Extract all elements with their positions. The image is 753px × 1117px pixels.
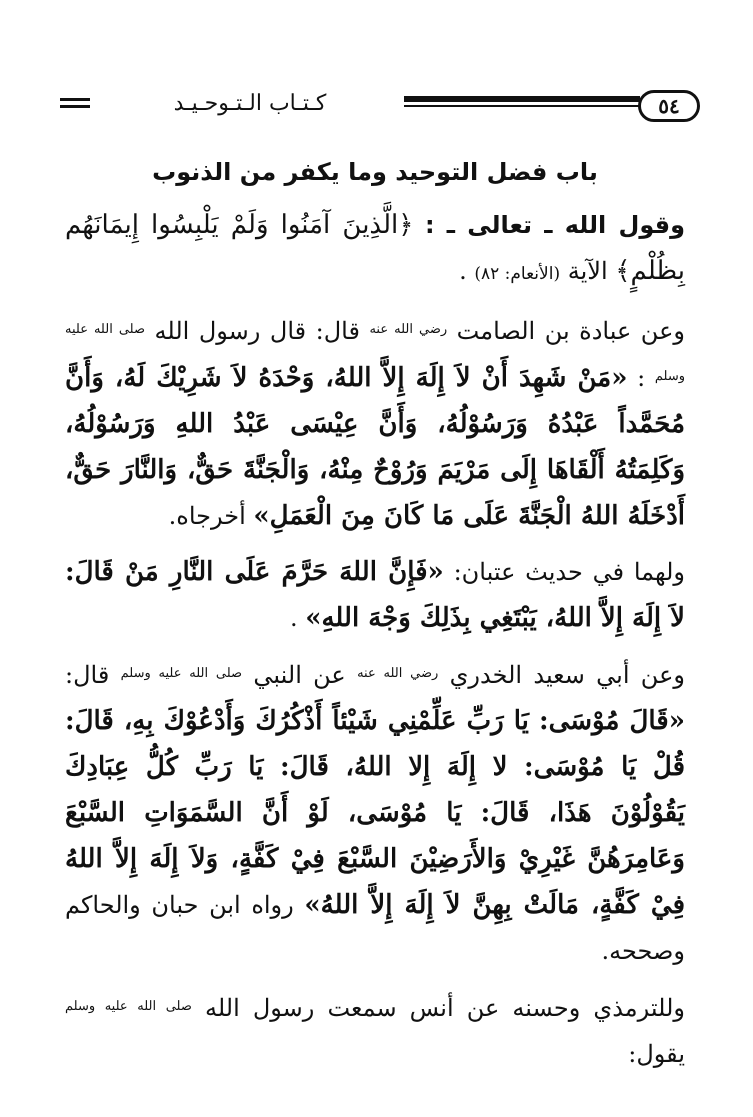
hadith-intro: قال:	[65, 661, 110, 689]
paragraph-hadith-abu-said	[65, 651, 685, 974]
quran-verse: ﴿الَّذِينَ آمَنُوا وَلَمْ يَلْبِسُوا إِيمَانَهُم بِظُلْمٍ﴾	[65, 210, 685, 286]
hadith-source: أخرجاه.	[168, 502, 246, 530]
hadith-text: «فَإِنَّ اللهَ حَرَّمَ عَلَى النَّارِ مَنْ قَالَ: لاَ إِلَهَ إِلاَّ اللهُ، يَبْتَغِي بِذَلِكَ وَجْهَ اللهِ»	[65, 557, 685, 633]
honorific-salla: صلى الله عليه وسلم	[120, 666, 243, 681]
honorific-radiallahu: رضي الله عنه	[369, 322, 448, 337]
verse-intro: وقول الله ـ تعالى ـ :	[424, 211, 685, 239]
hadith-text: «مَنْ شَهِدَ أَنْ لاَ إِلَهَ إِلاَّ اللهُ، وَحْدَهُ لاَ شَرِيْكَ لَهُ، وَأَنَّ مُحَمَّداً عَبْدُهُ وَرَسُوْلُهُ، وَأَنَّ عِيْسَى عَبْدُ اللهِ وَرَسُوْلُهُ، وَكَلِمَتُهُ أَلْقَاهَا إِلَى مَرْيَمَ وَرُوْحٌ مِنْهُ، وَالْجَنَّةَ حَقٌّ، وَالنَّارَ حَقٌّ، أَدْخَلَهُ اللهُ الْجَنَّةَ عَلَى مَا كَانَ مِنَ الْعَمَلِ»	[65, 363, 685, 531]
running-book-title: كـتـاب الـتـوحـيـد	[173, 91, 327, 116]
hadith-intro: وعن عبادة بن الصامت	[456, 317, 685, 345]
header-rule-thick	[404, 96, 640, 102]
hadith-intro: ولهما في حديث عتبان:	[453, 558, 685, 586]
page-content	[65, 152, 685, 1087]
paragraph-tirmidhi	[65, 984, 685, 1077]
header-end-ornament	[60, 105, 90, 108]
header-rule-thin	[404, 105, 640, 107]
hadith-intro: عن النبي	[253, 661, 346, 689]
paragraph-quran-verse	[65, 202, 685, 297]
hadith-intro: قال: قال رسول الله	[154, 317, 360, 345]
page-number: ٥٤	[638, 90, 700, 122]
honorific-radiallahu: رضي الله عنه	[357, 666, 439, 681]
hadith-source: رواه ابن حبان والحاكم وصححه.	[65, 891, 685, 965]
hadith-intro: وعن أبي سعيد الخدري	[449, 661, 685, 689]
honorific-salla: صلى الله عليه وسلم	[65, 322, 685, 384]
verse-citation: (الأنعام: ٨٢)	[474, 264, 561, 284]
paragraph-hadith-ubada	[65, 307, 685, 539]
hadith-end: .	[289, 604, 298, 632]
chapter-title: باب فضل التوحيد وما يكفر من الذنوب	[152, 158, 598, 186]
hadith-intro: :	[637, 364, 646, 392]
hadith-intro: وللترمذي وحسنه عن أنس سمعت رسول الله	[204, 994, 685, 1022]
hadith-intro: يقول:	[628, 1040, 685, 1068]
hadith-text: «قَالَ مُوْسَى: يَا رَبِّ عَلِّمْنِي شَيْئاً أَذْكُرُكَ وَأَدْعُوْكَ بِهِ، قَالَ: قُلْ يَا مُوْسَى: لا إِلَهَ إِلا اللهُ، قَالَ: يَا رَبِّ كُلُّ عِبَادِكَ يَقُوْلُوْنَ هَذَا، قَالَ: يَا مُوْسَى، لَوْ أَنَّ السَّمَوَاتِ السَّبْعَ وَعَامِرَهُنَّ غَيْرِيْ وَالأَرَضِيْنَ السَّبْعَ فِيْ كَفَّةٍ، وَلاَ إِلَهَ إِلاَّ اللهُ فِيْ كَفَّةٍ، مَالَتْ بِهِنَّ لاَ إِلَهَ إِلاَّ اللهُ»	[65, 706, 685, 920]
verse-tail: الآية	[567, 257, 608, 285]
honorific-salla: صلى الله عليه وسلم	[65, 999, 192, 1014]
paragraph-hadith-itban	[65, 549, 685, 641]
header-end-ornament	[60, 98, 90, 101]
page-header	[60, 88, 700, 128]
verse-end: .	[459, 257, 467, 285]
